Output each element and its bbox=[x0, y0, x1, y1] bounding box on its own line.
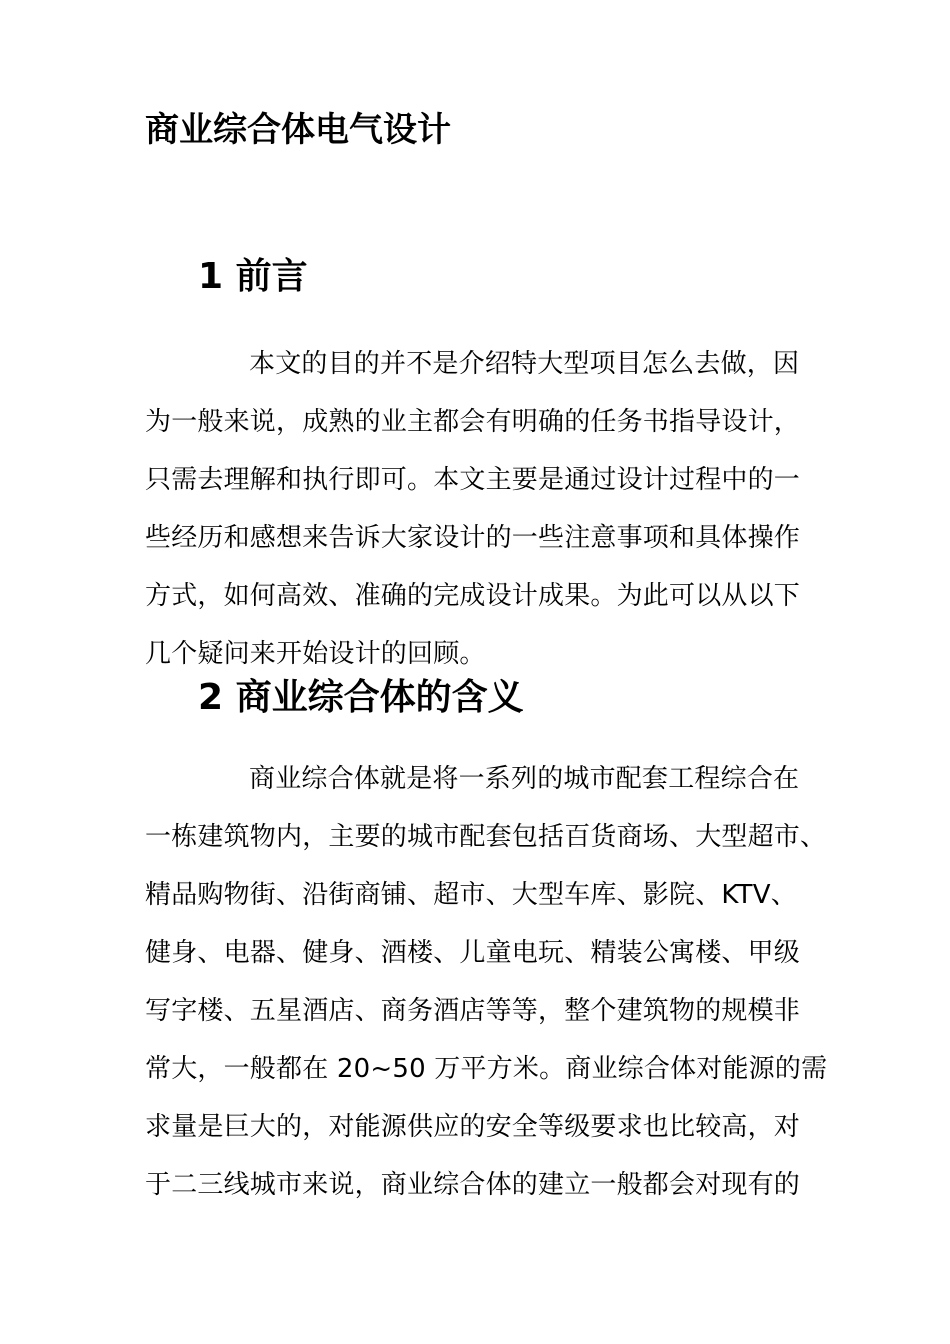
paragraph-line: 几个疑问来开始设计的回顾。 bbox=[145, 639, 486, 669]
paragraph-definition bbox=[145, 755, 828, 1219]
paragraph-line: 方式，如何高效、准确的完成设计成果。为此可以从以下 bbox=[145, 581, 801, 611]
paragraph-line: 为一般来说，成熟的业主都会有明确的任务书指导设计， bbox=[145, 407, 801, 437]
paragraph-foreword bbox=[145, 340, 810, 688]
paragraph-line: 健身、电器、健身、酒楼、儿童电玩、精装公寓楼、甲级 bbox=[145, 938, 801, 968]
section-heading-definition: 2 商业综合体的含义 bbox=[198, 677, 524, 718]
document-title: 商业综合体电气设计 bbox=[145, 110, 451, 150]
paragraph-line: 精品购物街、沿街商铺、超市、大型车库、影院、KTV、 bbox=[145, 880, 797, 910]
paragraph-line: 些经历和感想来告诉大家设计的一些注意事项和具体操作 bbox=[145, 523, 801, 553]
paragraph-line: 一栋建筑物内，主要的城市配套包括百货商场、大型超市、 bbox=[145, 822, 827, 852]
paragraph-line: 只需去理解和执行即可。本文主要是通过设计过程中的一 bbox=[145, 465, 801, 495]
paragraph-line: 常大，一般都在 20~50 万平方米。商业综合体对能源的需 bbox=[145, 1054, 828, 1084]
paragraph-line: 本文的目的并不是介绍特大型项目怎么去做，因 bbox=[249, 349, 800, 379]
paragraph-line: 写字楼、五星酒店、商务酒店等等，整个建筑物的规模非 bbox=[145, 996, 801, 1026]
paragraph-line: 商业综合体就是将一系列的城市配套工程综合在 bbox=[249, 764, 800, 794]
paragraph-line: 于二三线城市来说，商业综合体的建立一般都会对现有的 bbox=[145, 1170, 801, 1200]
paragraph-line: 求量是巨大的，对能源供应的安全等级要求也比较高，对 bbox=[145, 1112, 801, 1142]
section-heading-foreword: 1 前言 bbox=[198, 256, 308, 297]
